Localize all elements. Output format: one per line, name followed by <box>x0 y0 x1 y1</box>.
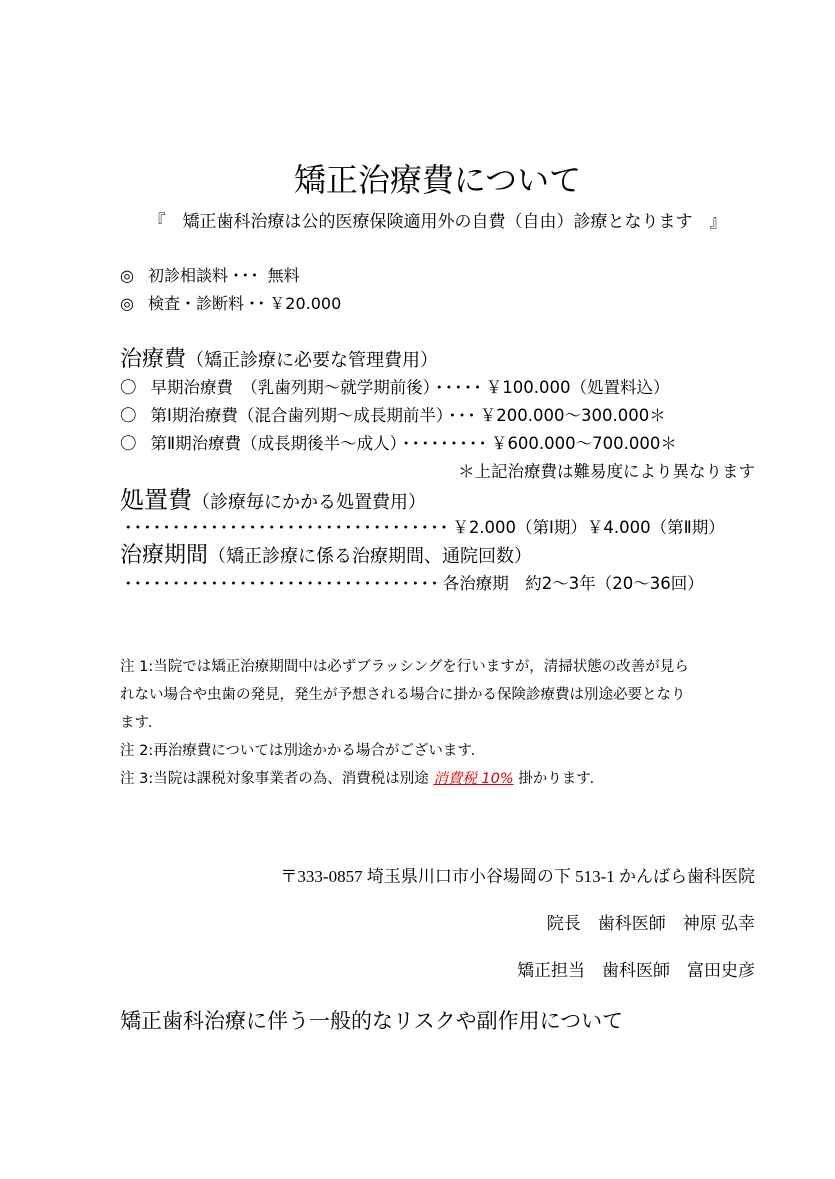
note-3 <box>120 765 604 793</box>
risks-heading: 矯正歯科治療に伴う一般的なリスクや副作用について <box>120 1009 624 1033</box>
treatment-fee-heading <box>120 344 438 377</box>
dot-leader: ・・・ <box>444 406 473 425</box>
processing-fee-line <box>120 514 725 542</box>
double-circle-icon: ◎ <box>120 294 134 313</box>
dot-leader: ・・・・・・・・・・・・・・・・・・・・・・・・・・・・・・・・・・ <box>120 518 446 537</box>
item-label: 第Ⅰ期治療費（混合歯列期～成長期前半） <box>150 406 445 425</box>
double-circle-icon: ◎ <box>120 266 134 285</box>
note-1-line-1: 注 1:当院では矯正治療期間中は必ずブラッシングを行いますが，清掃状態の改善が見ら <box>120 659 689 675</box>
treatment-period-value: 各治療期 約2～3年（20～36回） <box>442 574 704 593</box>
item-value: ￥200.000～300.000＊ <box>479 406 666 425</box>
basic-fee-consultation <box>120 262 300 290</box>
dot-leader: ・・・ <box>227 266 256 285</box>
section-heading: 治療費 <box>120 347 187 372</box>
treatment-period-line <box>120 570 704 598</box>
dot-leader: ・・ <box>243 294 263 313</box>
note-3-text: 注 3:当院は課税対象事業者の為、消費税は別途 <box>120 771 434 787</box>
dot-leader: ・・・・・・・・・ <box>397 434 485 453</box>
treatment-item-early <box>120 374 670 402</box>
section-description: （矯正診療に必要な管理費用） <box>186 350 439 371</box>
section-heading: 処置費 <box>120 486 192 514</box>
fee-label: 検査・診断料 <box>147 294 244 313</box>
circle-icon: 〇 <box>120 378 137 397</box>
dot-leader: ・・・・・ <box>431 378 479 397</box>
note-3-text-end: 掛かります． <box>513 771 605 787</box>
clinic-address: 〒333-0857 埼玉県川口市小谷場岡の下 513-1 かんばら歯科医院 <box>280 867 755 886</box>
dot-leader: ・・・・・・・・・・・・・・・・・・・・・・・・・・・・・・・・・ <box>120 574 436 593</box>
consumption-tax-highlight: 消費税 10% <box>433 771 514 787</box>
item-value: ￥100.000（処置料込） <box>485 378 670 397</box>
item-value: ￥600.000～700.000＊ <box>490 434 677 453</box>
processing-fee-value: ￥2.000（第Ⅰ期）￥4.000（第Ⅱ期） <box>452 518 725 537</box>
fee-value: 無料 <box>262 266 300 285</box>
treatment-period-heading <box>120 540 532 573</box>
clinic-orthodontist: 矯正担当 歯科医師 富田史彦 <box>517 961 755 980</box>
clinic-director: 院長 歯科医師 神原 弘幸 <box>546 914 755 933</box>
note-2: 注 2:再治療費については別途かかる場合がございます． <box>120 743 486 759</box>
fee-value: ￥20.000 <box>269 294 342 313</box>
basic-fee-diagnosis <box>120 290 341 318</box>
note-1-line-2: れない場合や虫歯の発見，発生が予想される場合に掛かる保険診療費は別途必要となり <box>120 687 686 703</box>
item-label: 早期治療費 （乳歯列期～就学期前後） <box>150 378 431 397</box>
treatment-fee-note: ＊上記治療費は難易度により異なります <box>458 462 755 481</box>
treatment-item-phase1 <box>120 402 666 430</box>
page-title: 矯正治療費について <box>293 161 582 199</box>
section-description: （診療毎にかかる処置費用） <box>192 492 426 513</box>
circle-icon: 〇 <box>120 406 137 425</box>
note-1-line-3: ます． <box>120 715 163 731</box>
section-heading: 治療期間 <box>120 543 209 568</box>
section-description: （矯正診療に係る治療期間、通院回数） <box>208 546 533 567</box>
fee-label: 初診相談料 <box>147 266 228 285</box>
treatment-item-phase2 <box>120 430 677 458</box>
item-label: 第Ⅱ期治療費（成長期後半～成人） <box>150 434 398 453</box>
circle-icon: 〇 <box>120 434 137 453</box>
page-subtitle: 『 矯正歯科治療は公的医療保険適用外の自費（自由）診療となります 』 <box>148 212 727 232</box>
